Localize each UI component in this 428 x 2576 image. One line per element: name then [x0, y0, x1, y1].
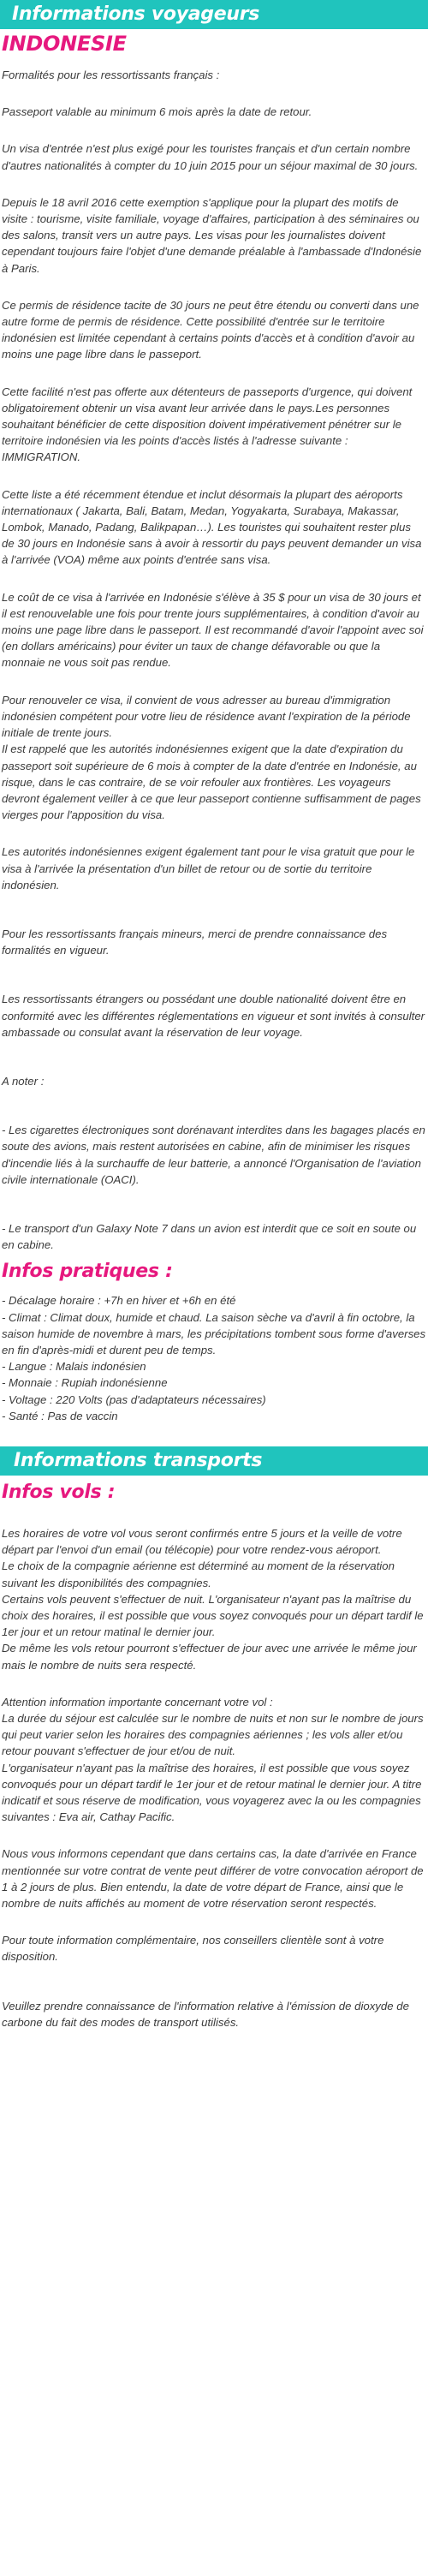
country-title: INDONESIE	[2, 32, 127, 56]
note-heading: A noter :	[2, 1074, 45, 1088]
paragraph: Pour toute information complémentaire, nos conseillers clientèle sont à votre disposition.	[2, 1934, 384, 1964]
paragraph: Cette facilité n'est pas offerte aux détenteurs de passeports d'urgence, qui doivent obligatoirement obtenir un visa avant leur arrivée dans le pays.Les personnes souhaitant bénéficier de cette disposition doivent impérativement pénétrer sur le territoire indonésien via les points d'accès listés à l'adresse suivante : IMMIGRATION.	[2, 385, 413, 464]
list-item: - Monnaie : Rupiah indonésienne	[2, 1376, 168, 1390]
paragraph: Le coût de ce visa à l'arrivée en Indonésie s'élève à 35 $ pour un visa de 30 jours et il est renouvelable une fois pour trente jours supplémentaires, à condition d'avoir au moins une page libre dans le passeport. Il est recommandé d'avoir l'appoint avec soi (en dollars américains) pour éviter un taux de change défavorable ou que la monnaie ne vous soit pas rendue.	[2, 590, 424, 670]
paragraph: Ce permis de résidence tacite de 30 jours ne peut être étendu ou converti dans une autre forme de permis de résidence. Cette possibilité d'entrée sur le territoire indonésien est limitée cependant à certains points d'accès et à condition d'avoir au moins une page libre dans le passeport.	[2, 298, 419, 361]
paragraph: Passeport valable au minimum 6 mois après la date de retour.	[2, 105, 312, 119]
paragraph: De même les vols retour pourront s'effectuer de jour avec une arrivée le même jour mais le nombre de nuits sera respecté.	[2, 1642, 417, 1672]
paragraph: - Les cigarettes électroniques sont dorénavant interdites dans les bagages placés en soute des avions, mais restent autorisées en cabine, afin de minimiser les risques d'incendie liés à la surchauffe de leur batterie, a annoncé l'Organisation de l'aviation civile internationale (OACI).	[2, 1124, 425, 1186]
paragraph: - Le transport d'un Galaxy Note 7 dans un avion est interdit que ce soit en soute ou en cabine.	[2, 1221, 417, 1252]
paragraph: La durée du séjour est calculée sur le nombre de nuits et non sur le nombre de jours qui peut varier selon les horaires des compagnies aériennes ; les vols aller et/ou retour pouvant s'effectuer de jour et/ou de nuit.	[2, 1712, 424, 1758]
paragraph: Il est rappelé que les autorités indonésiennes exigent que la date d'expiration du passeport soit supérieure de 6 mois à compter de la date d'entrée en Indonésie, au risque, dans le cas contraire, de se voir refouler aux frontières. Les voyageurs devront également veiller à ce que leur passeport contienne suffisamment de pages vierges pour l'apposition du visa.	[2, 742, 421, 822]
list-item: - Langue : Malais indonésien	[2, 1360, 146, 1374]
paragraph: Depuis le 18 avril 2016 cette exemption s'applique pour la plupart des motifs de visite : tourisme, visite familiale, voyage d'affaires, participation à des séminaires ou des salons, transit vers un autre pays. Les visas pour les journalistes doivent cependant toujours faire l'objet d'une demande préalable à l'ambassade d'Indonésie à Paris.	[2, 195, 422, 275]
paragraph: Les ressortissants étrangers ou possédant une double nationalité doivent être en conformité avec les différentes réglementations en vigueur et sont invités à consulter ambassade ou consulat avant la réservation de leur voyage.	[2, 993, 425, 1039]
paragraph: Les horaires de votre vol vous seront confirmés entre 5 jours et la veille de votre départ par l'envoi d'un email (ou télécopie) pour votre rendez-vous aéroport.	[2, 1526, 402, 1557]
paragraph: Pour renouveler ce visa, il convient de vous adresser au bureau d'immigration indonésien compétent pour votre lieu de résidence avant l'expiration de la période initiale de trente jours.	[2, 693, 411, 740]
paragraph: Le choix de la compagnie aérienne est déterminé au moment de la réservation suivant les disponibilités des compagnies.	[2, 1559, 395, 1589]
paragraph: L'organisateur n'ayant pas la maîtrise des horaires, il est possible que vous soyez convoqués pour un départ tardif le 1er jour et de retour matinal le dernier jour. A titre indicatif et sous réserve de modification, vous voyagerez avec la ou les compagnies suivantes : Eva air, Cathay Pacific.	[2, 1761, 422, 1824]
list-item: - Santé : Pas de vaccin	[2, 1409, 118, 1422]
paragraph: Cette liste a été récemment étendue et inclut désormais la plupart des aéroports internationaux ( Jakarta, Bali, Batam, Medan, Yogyakarta, Surabaya, Makassar, Lombok, Manado, Padang, Balikpapan…). Les touristes qui souhaitent rester plus de 30 jours en Indonésie sans à avoir à ressortir du pays peuvent demander un visa à l'arrivée (VOA) même aux points d'entrée sans visa.	[2, 487, 422, 567]
vols-title: Infos vols :	[2, 1481, 116, 1503]
paragraph: Nous vous informons cependant que dans certains cas, la date d'arrivée en France mentionnée sur votre contrat de vente peut différer de votre convocation aéroport de 1 à 2 jours de plus. Bien entendu, la date de votre départ de France, ainsi que le nombre de nuits affichés au moment de votre réservation seront respectés.	[2, 1847, 424, 1911]
paragraph: Attention information importante concernant votre vol :	[2, 1695, 273, 1708]
paragraph: Veuillez prendre connaissance de l'information relative à l'émission de dioxyde de carbone du fait des modes de transport utilisés.	[2, 1999, 409, 2029]
transports-section	[0, 1481, 428, 2030]
paragraph: Un visa d'entrée n'est plus exigé pour les touristes français et d'un certain nombre d'autres nationalités à compter du 10 juin 2015 pour un séjour maximal de 30 jours.	[2, 142, 419, 172]
paragraph: Pour les ressortissants français mineurs, merci de prendre connaissance des formalités en vigueur.	[2, 927, 388, 957]
paragraph: Certains vols peuvent s'effectuer de nuit. L'organisateur n'ayant pas la maîtrise du choix des horaires, il est possible que vous soyez convoqués pour un départ tardif le 1er jour et un retour matinal le dernier jour.	[2, 1592, 424, 1639]
list-item: - Décalage horaire : +7h en hiver et +6h en été	[2, 1294, 236, 1308]
paragraph: Formalités pour les ressortissants français :	[2, 69, 220, 81]
voyageurs-banner: Informations voyageurs	[0, 0, 428, 29]
pratiques-list	[2, 1292, 426, 1424]
voyageurs-section	[0, 31, 428, 1424]
pratiques-title: Infos pratiques :	[2, 1261, 173, 1283]
transports-banner: Informations transports	[0, 1446, 428, 1476]
list-item: - Climat : Climat doux, humide et chaud. La saison sèche va d'avril à fin octobre, la saison humide de novembre à mars, les précipitations tombent sous forme d'averses en fin d'après-midi et durent peu de temps.	[2, 1310, 426, 1357]
paragraph: Les autorités indonésiennes exigent également tant pour le visa gratuit que pour le visa à l'arrivée la présentation d'un billet de retour ou de sortie du territoire indonésien.	[2, 845, 415, 891]
list-item: - Voltage : 220 Volts (pas d'adaptateurs nécessaires)	[2, 1392, 266, 1406]
